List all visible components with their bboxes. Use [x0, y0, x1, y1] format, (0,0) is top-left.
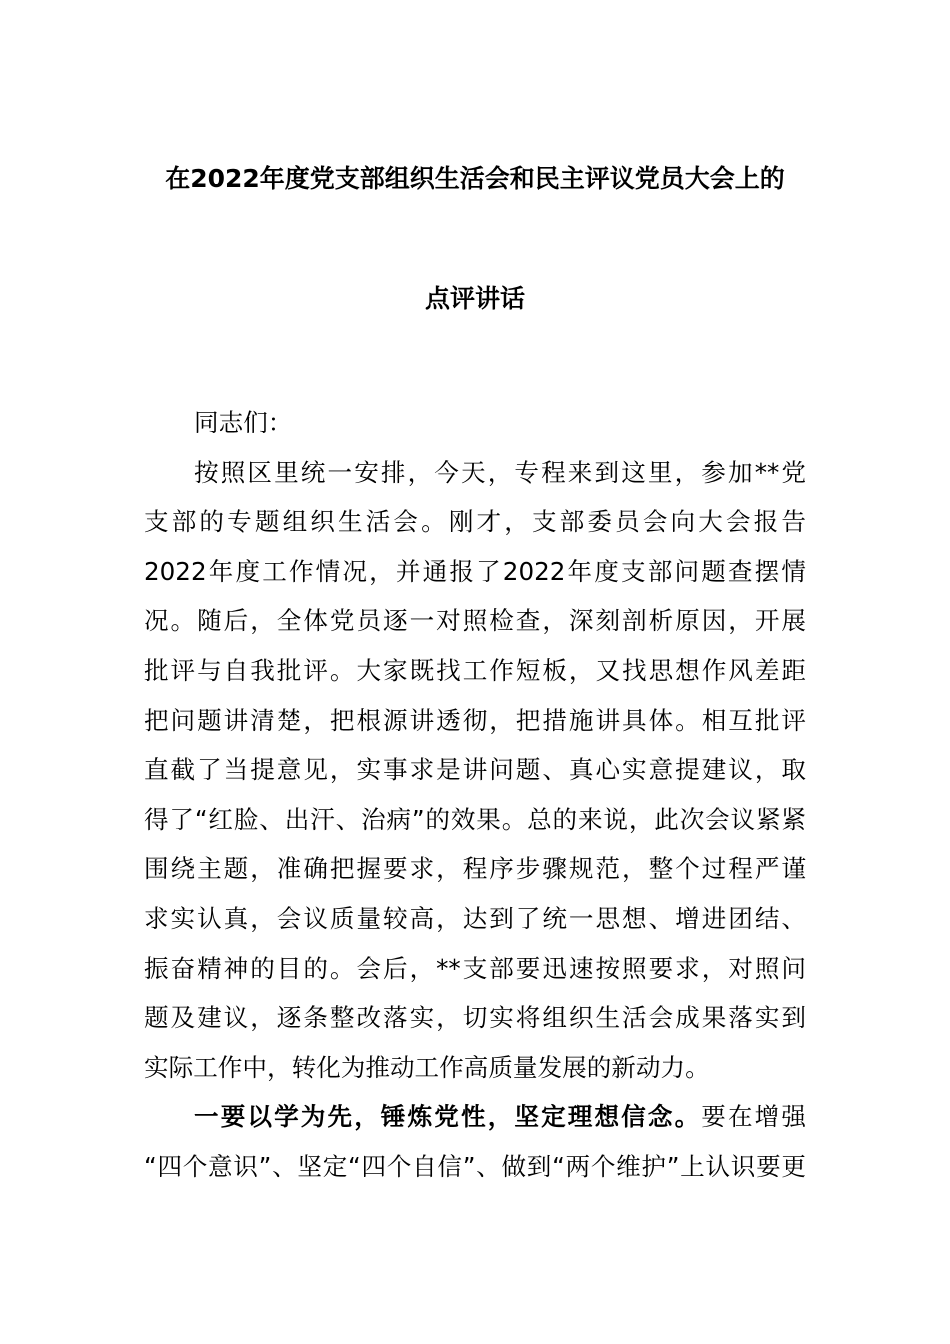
document-body — [144, 398, 806, 1192]
paragraph-1-line: 题及建议，逐条整改落实，切实将组织生活会成果落实到 — [144, 1003, 806, 1033]
paragraph-1-line: 把问题讲清楚，把根源讲透彻，把措施讲具体。相互批评 — [144, 705, 806, 735]
paragraph-2-line: “四个意识”、坚定“四个自信”、做到“两个维护”上认识要更 — [144, 1151, 806, 1181]
paragraph-1-line: 支部的专题组织生活会。刚才，支部委员会向大会报告 — [144, 507, 806, 537]
paragraph-2-first-line-rest: 要在增强 — [701, 1102, 806, 1132]
paragraph-1-line: 求实认真，会议质量较高，达到了统一思想、增进团结、 — [144, 903, 806, 933]
paragraph-1-line: 批评与自我批评。大家既找工作短板，又找思想作风差距 — [144, 655, 806, 685]
paragraph-1-line: 况。随后，全体党员逐一对照检查，深刻剖析原因，开展 — [144, 606, 806, 636]
paragraph-1-line: 围绕主题，准确把握要求，程序步骤规范，整个过程严谨 — [144, 854, 806, 884]
paragraph-1-line: 实际工作中，转化为推动工作高质量发展的新动力。 — [144, 1052, 710, 1082]
document-title-line-1: 在2022年度党支部组织生活会和民主评议党员大会上的 — [165, 164, 785, 193]
paragraph-1-line: 2022年度工作情况，并通报了2022年度支部问题查摆情 — [144, 556, 806, 586]
document-title-line-2: 点评讲话 — [424, 284, 525, 313]
paragraph-1-line: 直截了当提意见，实事求是讲问题、真心实意提建议，取 — [144, 755, 806, 785]
paragraph-2-bold-lead: 一要以学为先，锤炼党性，坚定理想信念。 — [194, 1102, 702, 1132]
salutation: 同志们： — [194, 408, 293, 437]
paragraph-1-line: 得了“红脸、出汗、治病”的效果。总的来说，此次会议紧紧 — [144, 804, 806, 834]
paragraph-1-line: 振奋精神的目的。会后，**支部要迅速按照要求，对照问 — [144, 953, 806, 983]
paragraph-1-line: 按照区里统一安排，今天，专程来到这里，参加**党 — [194, 457, 806, 487]
paragraph-2-line — [144, 1092, 806, 1142]
